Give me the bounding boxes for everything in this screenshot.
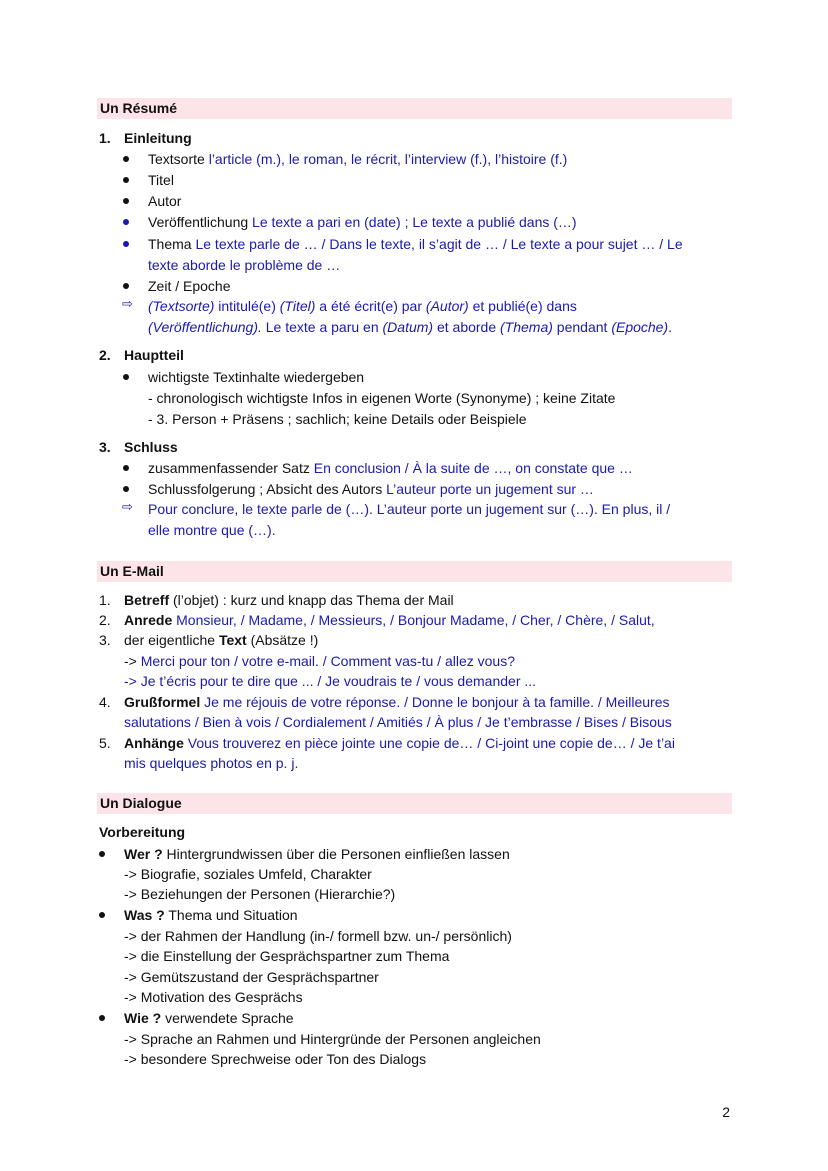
arrow-right-icon: ⇨ xyxy=(122,296,133,311)
page-number: 2 xyxy=(722,1104,730,1120)
list-item: zusammenfassender Satz En conclusion / À la suite de …, on constate que … xyxy=(148,460,633,476)
list-number: 2. xyxy=(99,612,111,628)
list-number: 1. xyxy=(99,592,111,608)
list-number: 3. xyxy=(99,632,111,648)
bullet-icon xyxy=(123,219,129,225)
list-item: Veröffentlichung Le texte a pari en (date) ; Le texte a publié dans (…) xyxy=(148,214,577,230)
bullet-icon xyxy=(123,241,129,247)
summary-sentence: (Textsorte) intitulé(e) (Titel) a été écrit(e) par (Autor) et publié(e) dans xyxy=(148,298,577,314)
bullet-icon xyxy=(99,851,105,857)
heading-schluss: Schluss xyxy=(124,439,178,455)
dialogue-detail: -> der Rahmen der Handlung (in-/ formell bzw. un-/ persönlich) xyxy=(124,928,512,944)
list-item-continuation: texte aborde le problème de … xyxy=(148,257,341,273)
dialogue-detail: -> Biografie, soziales Umfeld, Charakter xyxy=(124,866,372,882)
summary-sentence-continuation: elle montre que (…). xyxy=(148,522,276,538)
email-item-detail: -> Merci pour ton / votre e-mail. / Comment vas-tu / allez vous? xyxy=(124,653,515,669)
list-number: 3. xyxy=(99,439,111,455)
list-number: 5. xyxy=(99,735,111,751)
dialogue-detail: -> Sprache an Rahmen und Hintergründe der Personen angleichen xyxy=(124,1031,541,1047)
arrow-right-icon: ⇨ xyxy=(122,499,133,514)
heading-einleitung: Einleitung xyxy=(124,130,192,146)
bullet-icon xyxy=(123,156,129,162)
heading-hauptteil: Hauptteil xyxy=(124,347,184,363)
dialogue-item-was: Was ? Thema und Situation xyxy=(124,907,298,923)
bullet-icon xyxy=(123,198,129,204)
list-item: Autor xyxy=(148,193,182,209)
list-detail: - chronologisch wichtigste Infos in eigenen Worte (Synonyme) ; keine Zitate xyxy=(148,390,616,406)
dialogue-item-wie: Wie ? verwendete Sprache xyxy=(124,1010,294,1026)
email-item-detail: -> Je t’écris pour te dire que ... / Je voudrais te / vous demander ... xyxy=(124,673,537,689)
email-item-betreff: Betreff (l’objet) : kurz und knapp das Thema der Mail xyxy=(124,592,454,608)
dialogue-detail: -> besondere Sprechweise oder Ton des Dialogs xyxy=(124,1051,427,1067)
dialogue-detail: -> Motivation des Gesprächs xyxy=(124,989,303,1005)
bullet-icon xyxy=(123,283,129,289)
list-item: wichtigste Textinhalte wiedergeben xyxy=(148,369,365,385)
bullet-icon xyxy=(99,912,105,918)
list-item: Textsorte l’article (m.), le roman, le récrit, l’interview (f.), l’histoire (f.) xyxy=(148,151,568,167)
bullet-icon xyxy=(123,177,129,183)
list-number: 2. xyxy=(99,347,111,363)
bullet-icon xyxy=(123,374,129,380)
list-number: 1. xyxy=(99,130,111,146)
email-item-continuation: mis quelques photos en p. j. xyxy=(124,755,299,771)
email-item-grussformel: Grußformel Je me réjouis de votre réponse. / Donne le bonjour à ta famille. / Meilleures xyxy=(124,694,670,710)
summary-sentence-continuation: (Veröffentlichung). Le texte a paru en (Datum) et aborde (Thema) pendant (Epoche). xyxy=(148,319,673,335)
list-detail: - 3. Person + Präsens ; sachlich; keine Details oder Beispiele xyxy=(148,411,527,427)
section-heading-dialogue: Un Dialogue xyxy=(97,793,732,814)
list-number: 4. xyxy=(99,694,111,710)
bullet-icon xyxy=(123,486,129,492)
section-heading-email: Un E-Mail xyxy=(97,561,732,582)
list-item: Schlussfolgerung ; Absicht des Autors L’auteur porte un jugement sur … xyxy=(148,481,594,497)
email-item-anrede: Anrede Monsieur, / Madame, / Messieurs, / Bonjour Madame, / Cher, / Chère, / Salut, xyxy=(124,612,655,628)
list-item: Titel xyxy=(148,172,174,188)
subheading-vorbereitung: Vorbereitung xyxy=(99,824,186,840)
dialogue-item-wer: Wer ? Hintergrundwissen über die Personen einfließen lassen xyxy=(124,846,510,862)
section-heading-resume: Un Résumé xyxy=(97,98,732,119)
email-item-text: der eigentliche Text (Absätze !) xyxy=(124,632,319,648)
list-item: Zeit / Epoche xyxy=(148,278,231,294)
email-item-anhaenge: Anhänge Vous trouverez en pièce jointe une copie de… / Ci-joint une copie de… / Je t’ai xyxy=(124,735,675,751)
email-item-continuation: salutations / Bien à vois / Cordialement / Amitiés / À plus / Je t’embrasse / Bises / Bisous xyxy=(124,714,672,730)
list-item: Thema Le texte parle de … / Dans le texte, il s’agit de … / Le texte a pour sujet … / Le xyxy=(148,236,683,252)
dialogue-detail: -> Gemütszustand der Gesprächspartner xyxy=(124,969,379,985)
bullet-icon xyxy=(123,465,129,471)
dialogue-detail: -> Beziehungen der Personen (Hierarchie?) xyxy=(124,886,396,902)
summary-sentence: Pour conclure, le texte parle de (…). L’auteur porte un jugement sur (…). En plus, il / xyxy=(148,501,671,517)
bullet-icon xyxy=(99,1015,105,1021)
dialogue-detail: -> die Einstellung der Gesprächspartner zum Thema xyxy=(124,948,450,964)
